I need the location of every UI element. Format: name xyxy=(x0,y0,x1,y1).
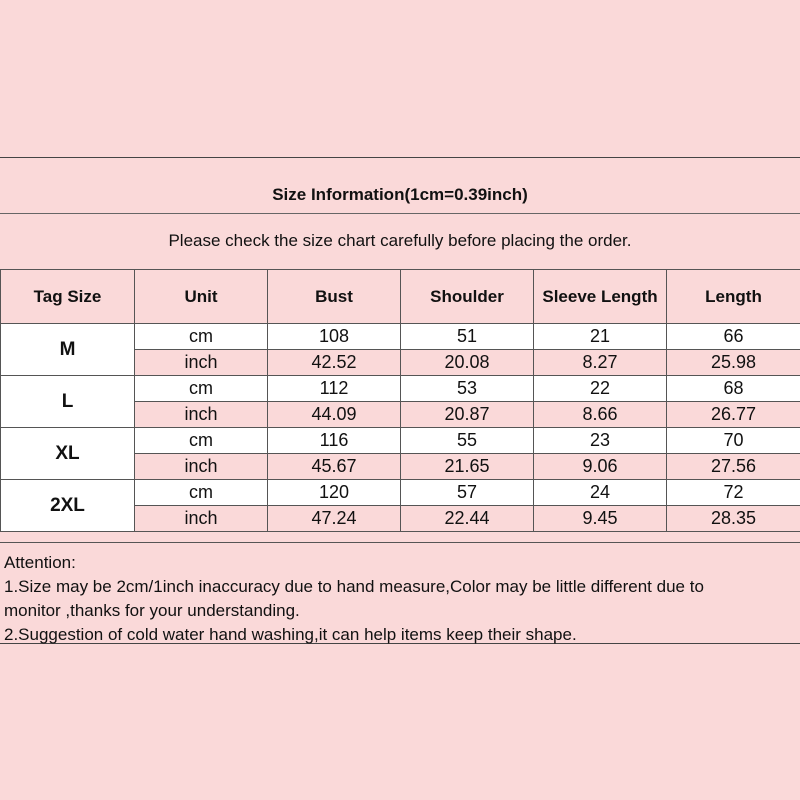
size-chart xyxy=(0,157,800,644)
shoulder-cell: 57 xyxy=(401,480,534,506)
length-cell: 70 xyxy=(667,428,800,454)
bust-cell: 45.67 xyxy=(268,454,401,480)
shoulder-cell: 20.08 xyxy=(401,350,534,376)
tag-size-cell: M xyxy=(1,324,135,376)
table-row xyxy=(1,376,800,402)
sleeve-cell: 22 xyxy=(534,376,667,402)
shoulder-cell: 20.87 xyxy=(401,402,534,428)
tag-size-cell: L xyxy=(1,376,135,428)
sleeve-cell: 8.27 xyxy=(534,350,667,376)
sleeve-cell: 9.45 xyxy=(534,506,667,532)
shoulder-cell: 55 xyxy=(401,428,534,454)
shoulder-cell: 51 xyxy=(401,324,534,350)
header-unit: Unit xyxy=(135,270,268,324)
unit-cell: inch xyxy=(135,350,268,376)
bust-cell: 120 xyxy=(268,480,401,506)
bust-cell: 116 xyxy=(268,428,401,454)
unit-cell: inch xyxy=(135,506,268,532)
sleeve-cell: 24 xyxy=(534,480,667,506)
sleeve-cell: 9.06 xyxy=(534,454,667,480)
tag-size-cell: XL xyxy=(1,428,135,480)
tag-size-cell: 2XL xyxy=(1,480,135,532)
notice-text: Please check the size chart carefully before placing the order. xyxy=(168,231,632,250)
attention-heading: Attention: xyxy=(4,553,76,572)
unit-cell: cm xyxy=(135,324,268,350)
table-row xyxy=(1,480,800,506)
header-tag-size: Tag Size xyxy=(1,270,135,324)
size-table xyxy=(0,269,800,532)
table-row xyxy=(1,324,800,350)
attention-line-2: 2.Suggestion of cold water hand washing,it can help items keep their shape. xyxy=(4,625,577,644)
bust-cell: 44.09 xyxy=(268,402,401,428)
length-cell: 26.77 xyxy=(667,402,800,428)
table-row xyxy=(1,428,800,454)
length-cell: 72 xyxy=(667,480,800,506)
length-cell: 27.56 xyxy=(667,454,800,480)
attention-box xyxy=(0,542,800,642)
unit-cell: cm xyxy=(135,480,268,506)
header-length: Length xyxy=(667,270,800,324)
chart-title: Size Information(1cm=0.39inch) xyxy=(272,185,528,204)
bust-cell: 42.52 xyxy=(268,350,401,376)
sleeve-cell: 23 xyxy=(534,428,667,454)
attention-line-1-continued: monitor ,thanks for your understanding. xyxy=(4,601,300,620)
bust-cell: 112 xyxy=(268,376,401,402)
length-cell: 25.98 xyxy=(667,350,800,376)
unit-cell: inch xyxy=(135,454,268,480)
length-cell: 68 xyxy=(667,376,800,402)
attention-line-1: 1.Size may be 2cm/1inch inaccuracy due to hand measure,Color may be little different due to xyxy=(4,577,704,596)
shoulder-cell: 21.65 xyxy=(401,454,534,480)
length-cell: 28.35 xyxy=(667,506,800,532)
sleeve-cell: 21 xyxy=(534,324,667,350)
unit-cell: inch xyxy=(135,402,268,428)
length-cell: 66 xyxy=(667,324,800,350)
bust-cell: 47.24 xyxy=(268,506,401,532)
shoulder-cell: 53 xyxy=(401,376,534,402)
unit-cell: cm xyxy=(135,376,268,402)
notice-row xyxy=(0,214,800,269)
header-bust: Bust xyxy=(268,270,401,324)
header-row xyxy=(1,270,800,324)
shoulder-cell: 22.44 xyxy=(401,506,534,532)
unit-cell: cm xyxy=(135,428,268,454)
header-shoulder: Shoulder xyxy=(401,270,534,324)
sleeve-cell: 8.66 xyxy=(534,402,667,428)
header-sleeve-length: Sleeve Length xyxy=(534,270,667,324)
bust-cell: 108 xyxy=(268,324,401,350)
title-row xyxy=(0,158,800,214)
